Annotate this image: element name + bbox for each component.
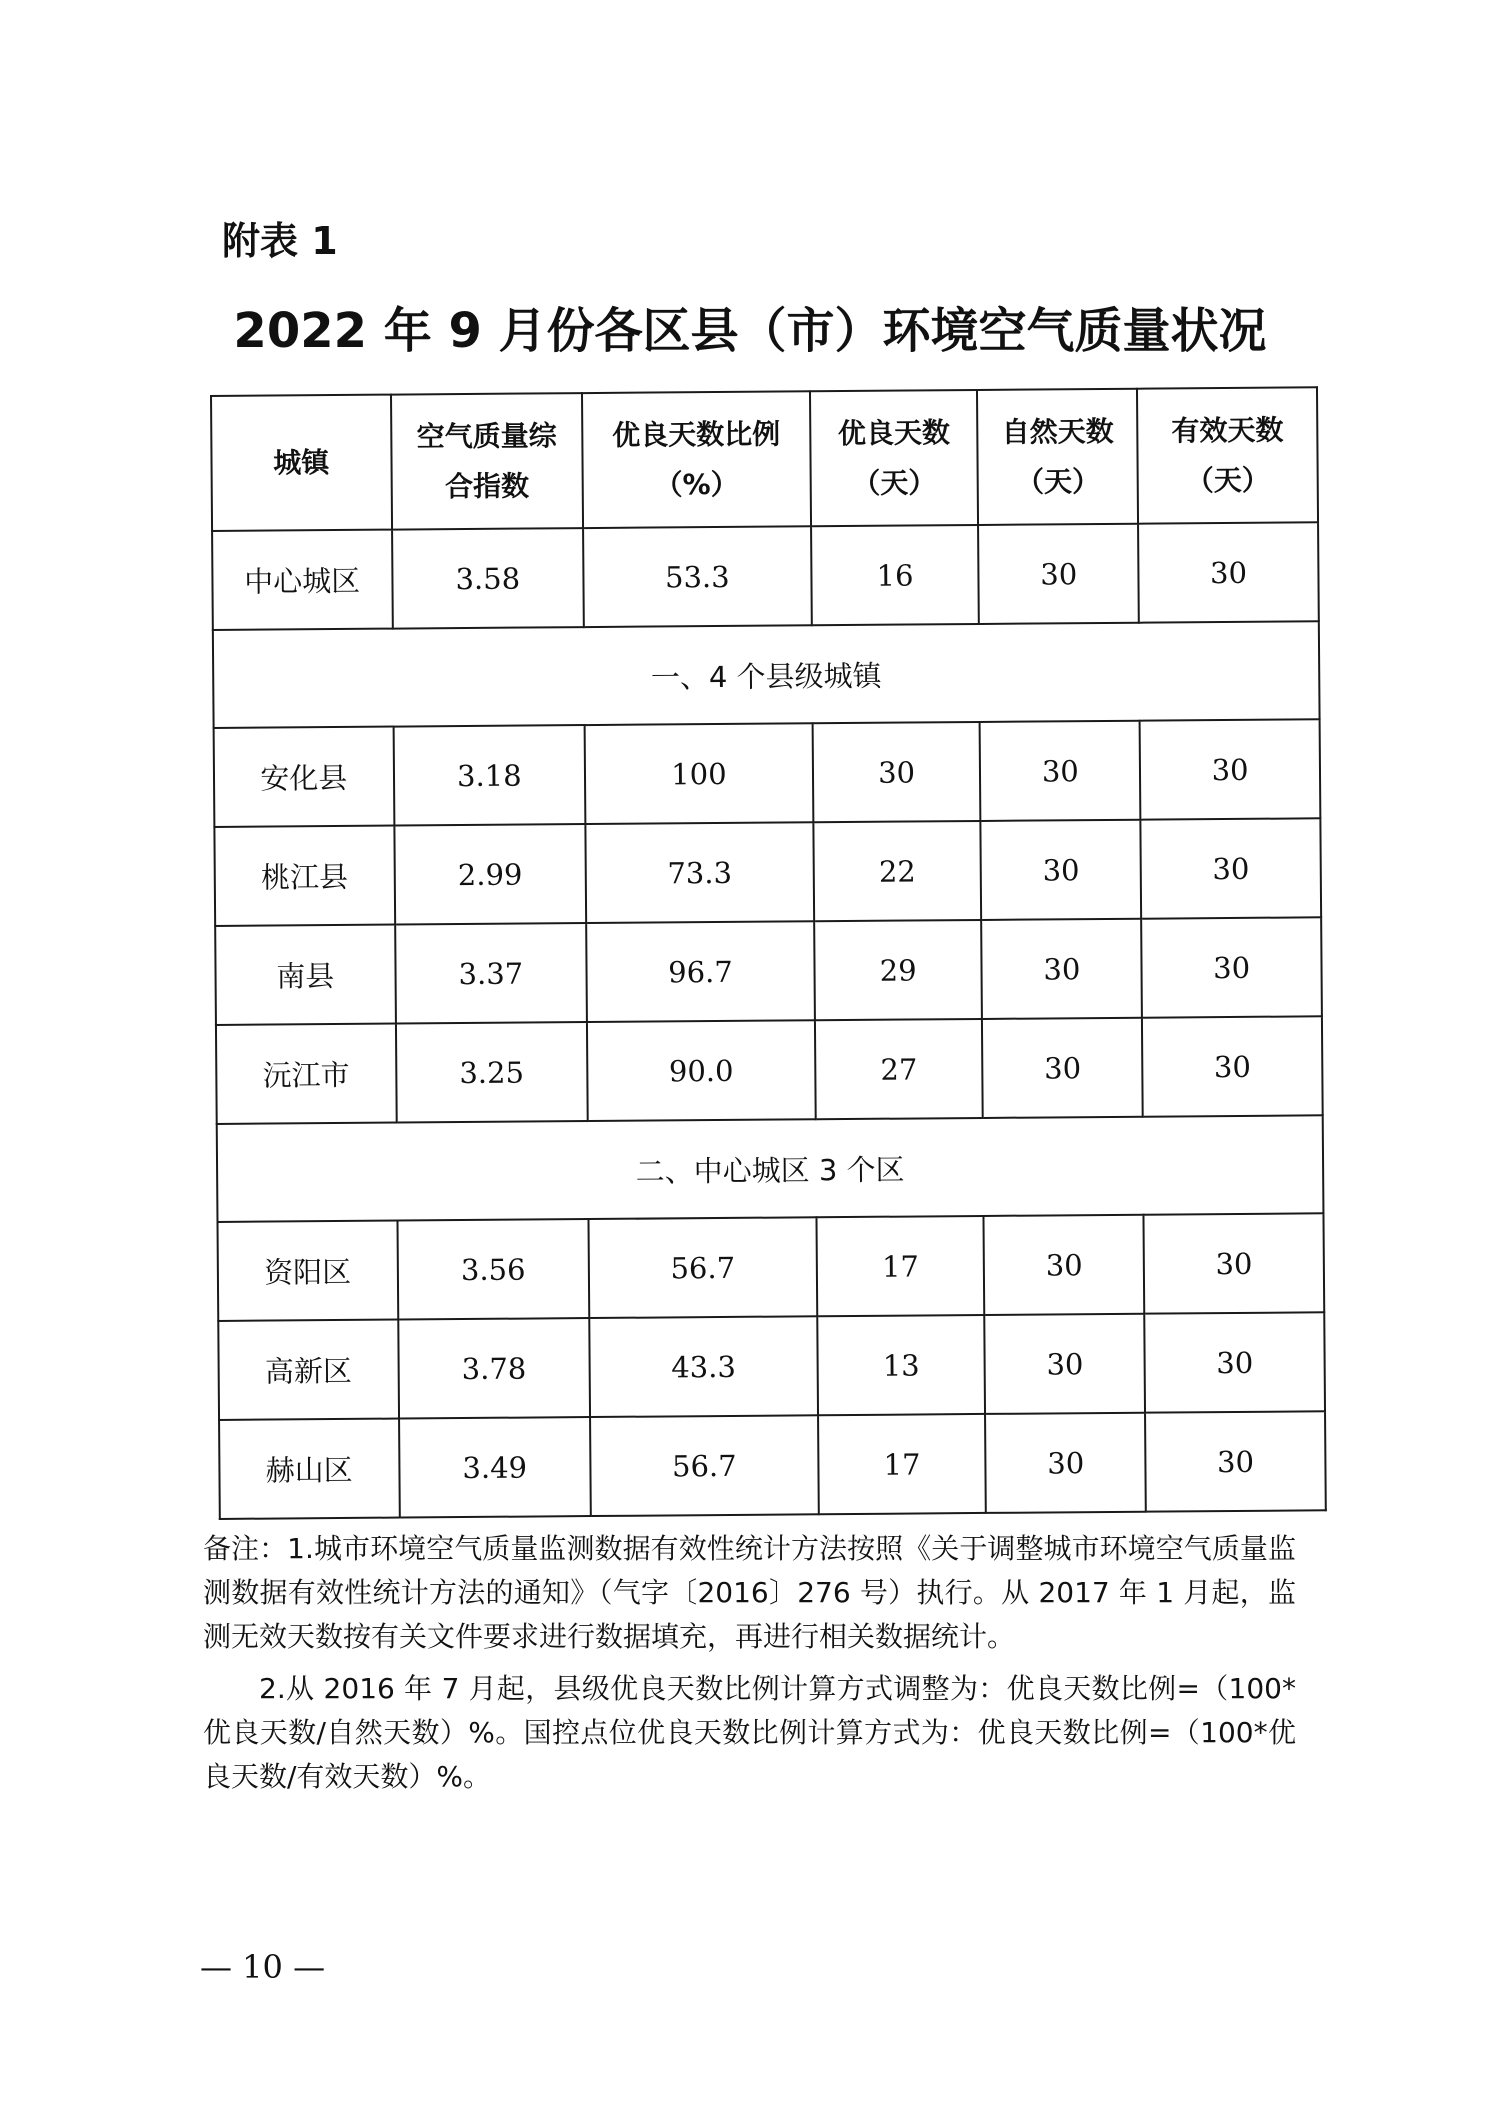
valid-days-value: 30 bbox=[1140, 719, 1321, 819]
table-row bbox=[219, 1411, 1326, 1519]
good-days-value: 17 bbox=[818, 1414, 987, 1514]
valid-days-value: 30 bbox=[1145, 1411, 1326, 1511]
good-ratio-value: 73.3 bbox=[586, 822, 814, 923]
town-name: 南县 bbox=[215, 925, 395, 1025]
table-row bbox=[216, 1016, 1323, 1124]
valid-days-value: 30 bbox=[1138, 522, 1319, 622]
table-row bbox=[215, 917, 1322, 1025]
notes bbox=[203, 1527, 1296, 1799]
valid-days-value: 30 bbox=[1142, 1016, 1323, 1116]
group-row-counties bbox=[213, 621, 1320, 728]
good-ratio-value: 96.7 bbox=[586, 921, 814, 1022]
town-name: 沅江市 bbox=[216, 1024, 396, 1124]
table-row bbox=[214, 719, 1321, 827]
town-name: 安化县 bbox=[214, 727, 394, 827]
air-quality-table bbox=[210, 386, 1327, 1520]
town-name: 赫山区 bbox=[219, 1419, 399, 1519]
col-header-town: 城镇 bbox=[211, 395, 392, 531]
good-ratio-value: 56.7 bbox=[589, 1217, 817, 1318]
good-days-value: 16 bbox=[811, 525, 980, 625]
col-header-aqi: 空气质量综 合指数 bbox=[391, 393, 584, 530]
col-header-good-days: 优良天数 （天） bbox=[810, 390, 979, 526]
group-row-center-districts bbox=[217, 1115, 1324, 1222]
natural-days-value: 30 bbox=[981, 820, 1142, 920]
col-header-good-ratio: 优良天数比例 （%） bbox=[582, 391, 811, 528]
table-header-row bbox=[211, 387, 1318, 531]
good-days-value: 30 bbox=[812, 722, 981, 822]
good-ratio-value: 90.0 bbox=[587, 1020, 815, 1121]
valid-days-value: 30 bbox=[1141, 818, 1322, 918]
good-days-value: 17 bbox=[816, 1216, 985, 1316]
table-row bbox=[218, 1312, 1325, 1420]
natural-days-value: 30 bbox=[982, 919, 1143, 1019]
natural-days-value: 30 bbox=[985, 1314, 1146, 1414]
natural-days-value: 30 bbox=[984, 1215, 1145, 1315]
note-2: 2.从 2016 年 7 月起，县级优良天数比例计算方式调整为：优良天数比例=（100*优良天数/自然天数）%。国控点位优良天数比例计算方式为：优良天数比例=（100*优良天数/有效天数）%。 bbox=[203, 1672, 1296, 1793]
valid-days-value: 30 bbox=[1141, 917, 1322, 1017]
aqi-value: 3.58 bbox=[392, 528, 584, 629]
natural-days-value: 30 bbox=[980, 721, 1141, 821]
aqi-value: 3.25 bbox=[395, 1022, 587, 1123]
group-label: 一、4 个县级城镇 bbox=[213, 621, 1320, 728]
natural-days-value: 30 bbox=[985, 1413, 1146, 1513]
good-ratio-value: 43.3 bbox=[589, 1316, 817, 1417]
good-ratio-value: 100 bbox=[585, 723, 813, 824]
aqi-value: 3.78 bbox=[398, 1318, 590, 1419]
natural-days-value: 30 bbox=[978, 524, 1139, 624]
table-row-center-city bbox=[212, 522, 1319, 630]
col-header-natural-days: 自然天数 （天） bbox=[977, 389, 1138, 525]
town-name: 高新区 bbox=[218, 1320, 398, 1420]
col-header-valid-days: 有效天数 （天） bbox=[1137, 387, 1318, 523]
good-ratio-value: 56.7 bbox=[590, 1415, 818, 1516]
aqi-value: 3.56 bbox=[397, 1219, 589, 1320]
table-row bbox=[217, 1213, 1324, 1321]
page-title: 2022 年 9 月份各区县（市）环境空气质量状况 bbox=[233, 303, 1267, 359]
valid-days-value: 30 bbox=[1144, 1213, 1325, 1313]
good-days-value: 29 bbox=[814, 920, 983, 1020]
natural-days-value: 30 bbox=[982, 1018, 1143, 1118]
note-1: 备注：1.城市环境空气质量监测数据有效性统计方法按照《关于调整城市环境空气质量监测数据有效性统计方法的通知》（气字〔2016〕276 号）执行。从 2017 年 1 月起，监测无效天数按有关文件要求进行数据填充，再进行相关数据统计。 bbox=[203, 1532, 1296, 1653]
aqi-value: 3.37 bbox=[395, 923, 587, 1024]
good-days-value: 22 bbox=[813, 821, 982, 921]
town-name: 资阳区 bbox=[217, 1221, 397, 1321]
good-days-value: 27 bbox=[815, 1019, 984, 1119]
good-ratio-value: 53.3 bbox=[583, 526, 811, 627]
valid-days-value: 30 bbox=[1144, 1312, 1325, 1412]
appendix-label: 附表 1 bbox=[222, 219, 338, 263]
group-label: 二、中心城区 3 个区 bbox=[217, 1115, 1324, 1222]
aqi-value: 3.49 bbox=[399, 1417, 591, 1518]
good-days-value: 13 bbox=[817, 1315, 986, 1415]
town-name: 中心城区 bbox=[212, 530, 392, 630]
town-name: 桃江县 bbox=[214, 826, 394, 926]
aqi-value: 2.99 bbox=[394, 824, 586, 925]
aqi-value: 3.18 bbox=[393, 725, 585, 826]
table-row bbox=[214, 818, 1321, 926]
page-number: — 10 — bbox=[200, 1948, 326, 1986]
